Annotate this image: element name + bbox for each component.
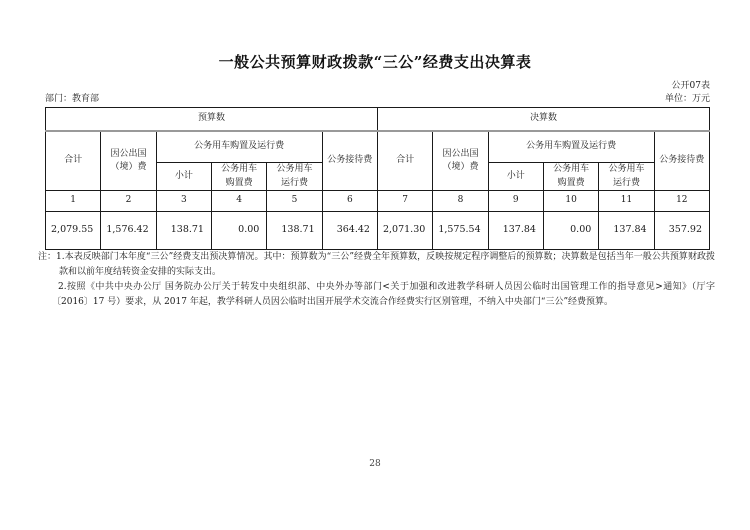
value-budget-vehicle-operation: 138.71 <box>267 212 322 250</box>
unit-label: 单位：万元 <box>664 94 710 104</box>
col-header-final-vehicle-operation-line1: 公务用车 <box>608 164 645 174</box>
column-number: 7 <box>377 191 432 212</box>
page-number: 28 <box>369 459 381 469</box>
value-budget-vehicle-purchase: 0.00 <box>211 212 266 250</box>
data-row <box>46 212 710 250</box>
col-header-final-abroad-line1: 因公出国 <box>442 148 479 159</box>
value-budget-total: 2,079.55 <box>46 212 101 250</box>
col-header-budget-vehicle-purchase-line2: 购置费 <box>225 177 253 188</box>
footnote-2: 2.按照《中共中央办公厅 国务院办公厅关于转发中央组织部、中央外办等部门<关于加强和改进教学科研人员因公临时出国管理工作的指导意见>通知》（厅字〔2016〕17 号）要求，从 2017 年起，教学科研人员因公临时出国开展学术交流合作经费实行区别管理，不纳入中央部门“三公”经费预算。 <box>52 282 715 307</box>
value-final-abroad: 1,575.54 <box>433 212 488 250</box>
value-budget-reception: 364.42 <box>322 212 377 250</box>
page-title: 一般公共预算财政拨款“三公”经费支出决算表 <box>218 53 532 71</box>
col-header-budget-vehicle-purchase <box>211 163 266 191</box>
col-header-final-vehicle-purchase-line2: 购置费 <box>557 177 585 188</box>
column-number: 6 <box>322 191 377 212</box>
footnotes <box>38 250 715 310</box>
section-header-budget: 预算数 <box>46 108 378 132</box>
col-header-budget-vehicle-purchase-line1: 公务用车 <box>221 164 258 174</box>
meta-row <box>45 91 710 104</box>
column-number: 4 <box>211 191 266 212</box>
section-header-final: 决算数 <box>377 108 709 132</box>
table-code-label: 公开07表 <box>671 81 710 91</box>
col-header-final-vehicle-operation <box>599 163 654 191</box>
value-final-vehicle-operation: 137.84 <box>599 212 654 250</box>
col-header-final-vehicle-group: 公务用车购置及运行费 <box>488 131 654 163</box>
footnote-1: 注：1.本表反映部门本年度“三公”经费支出预决算情况。其中：预算数为“三公”经费全年预算数，反映按规定程序调整后的预算数；决算数是包括当年一般公共预算财政拨款和以前年度结转资金安排的实际支出。 <box>38 252 715 277</box>
col-header-budget-vehicle-operation-line1: 公务用车 <box>276 164 313 174</box>
col-header-final-abroad-line2: （境）费 <box>442 162 479 172</box>
column-number: 1 <box>46 191 101 212</box>
column-number: 11 <box>599 191 654 212</box>
col-header-final-total: 合计 <box>377 131 432 191</box>
col-header-final-vehicle-operation-line2: 运行费 <box>612 177 640 188</box>
col-header-budget-abroad-line2: （境）费 <box>110 162 147 172</box>
value-final-vehicle-purchase: 0.00 <box>543 212 598 250</box>
column-number: 12 <box>654 191 709 212</box>
value-final-total: 2,071.30 <box>377 212 432 250</box>
three-public-expense-table <box>45 107 710 250</box>
col-header-budget-abroad <box>101 131 156 191</box>
col-header-final-vehicle-purchase-line1: 公务用车 <box>553 164 590 174</box>
table-section-row <box>46 108 710 132</box>
col-header-budget-vehicle-group: 公务用车购置及运行费 <box>156 131 322 163</box>
col-header-budget-reception: 公务接待费 <box>322 131 377 191</box>
column-number: 5 <box>267 191 322 212</box>
column-number: 3 <box>156 191 211 212</box>
col-header-budget-vehicle-operation <box>267 163 322 191</box>
column-number-row <box>46 191 710 212</box>
department-label: 部门：教育部 <box>45 94 100 104</box>
column-number: 10 <box>543 191 598 212</box>
col-header-final-vehicle-purchase <box>543 163 598 191</box>
col-header-final-reception: 公务接待费 <box>654 131 709 191</box>
value-final-reception: 357.92 <box>654 212 709 250</box>
col-header-budget-total: 合计 <box>46 131 101 191</box>
column-number: 2 <box>101 191 156 212</box>
col-header-final-vehicle-subtotal: 小计 <box>488 163 543 191</box>
value-budget-vehicle-subtotal: 138.71 <box>156 212 211 250</box>
col-header-budget-vehicle-operation-line2: 运行费 <box>280 177 308 188</box>
col-header-final-abroad <box>433 131 488 191</box>
col-header-budget-abroad-line1: 因公出国 <box>110 148 147 159</box>
column-number: 8 <box>433 191 488 212</box>
value-final-vehicle-subtotal: 137.84 <box>488 212 543 250</box>
value-budget-abroad: 1,576.42 <box>101 212 156 250</box>
col-header-budget-vehicle-subtotal: 小计 <box>156 163 211 191</box>
column-number: 9 <box>488 191 543 212</box>
table-header-row-1 <box>46 131 710 163</box>
